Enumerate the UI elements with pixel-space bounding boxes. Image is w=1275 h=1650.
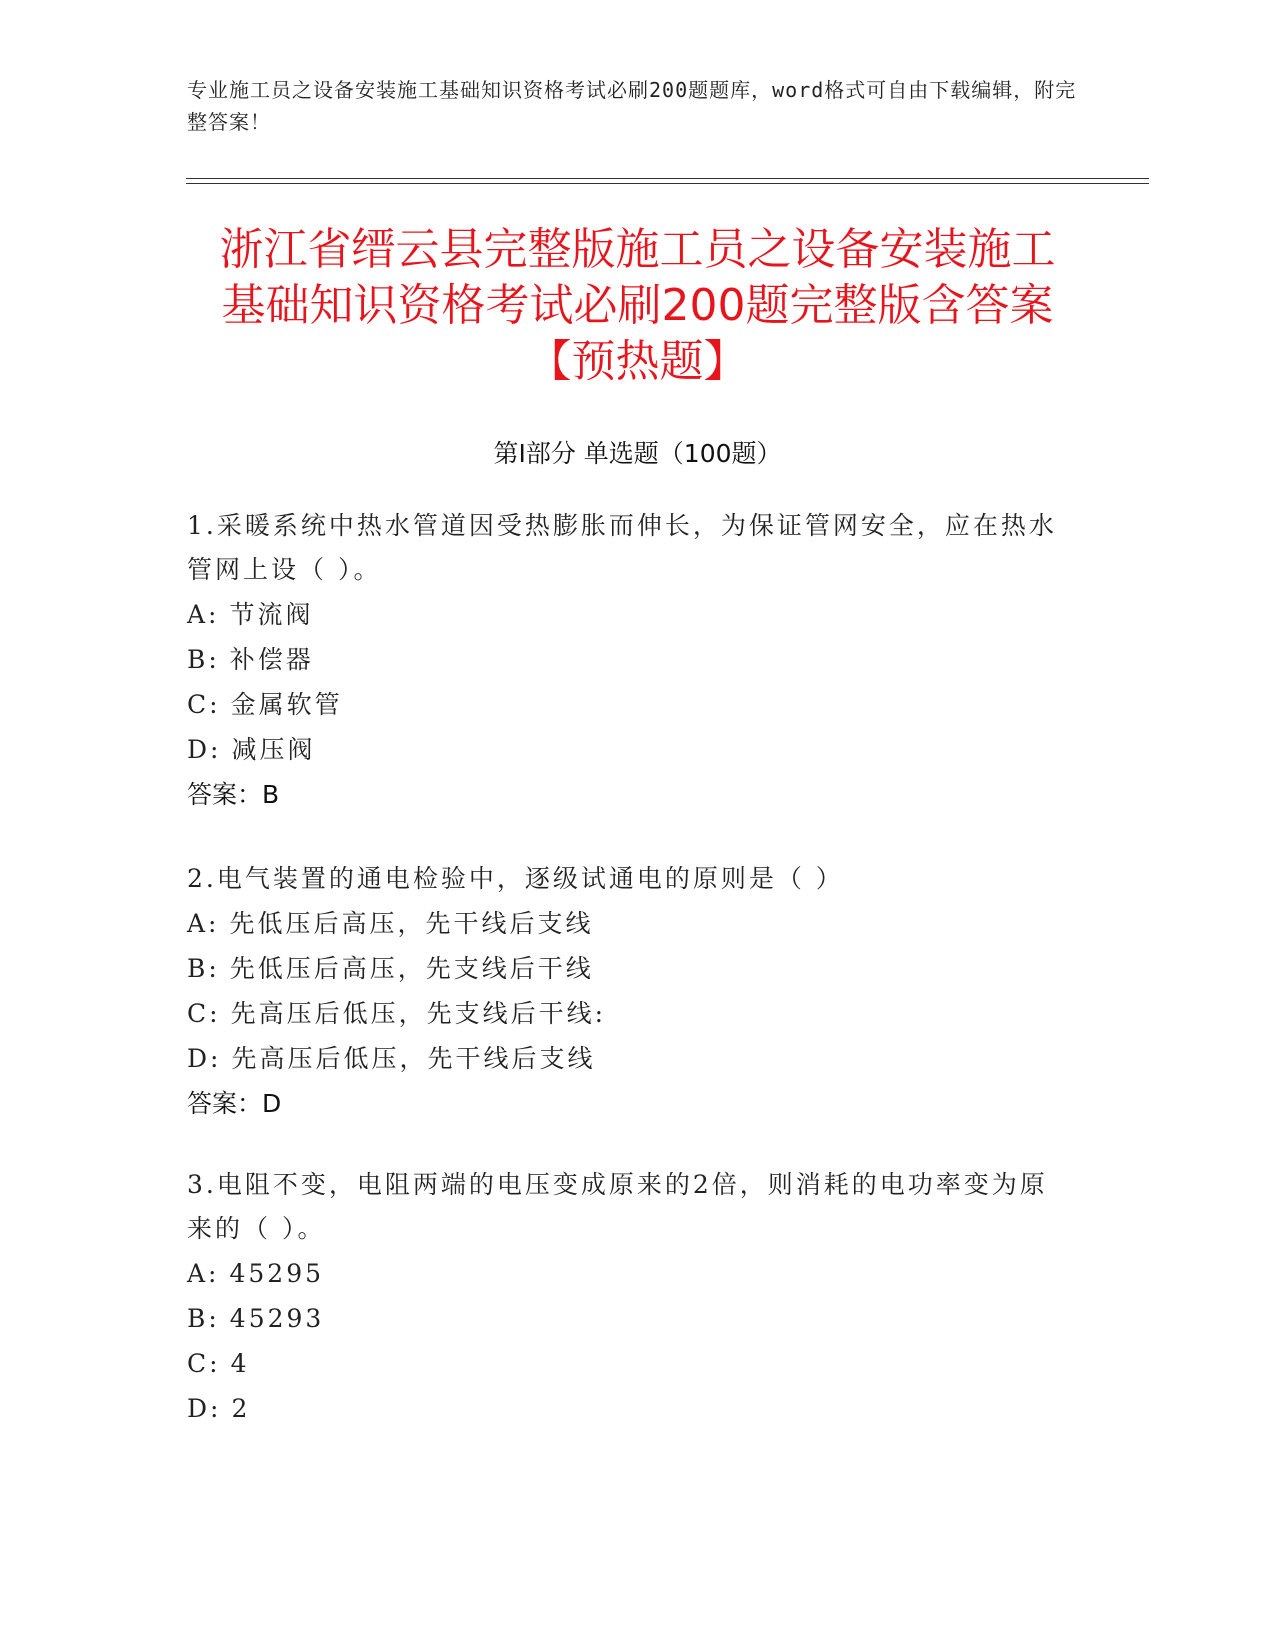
option-key: D: — [187, 735, 222, 764]
option-a — [187, 592, 1067, 637]
option-d — [187, 727, 1067, 772]
section-heading: 第Ⅰ部分 单选题（100题） — [493, 439, 782, 468]
question-stem: 1.采暖系统中热水管道因受热膨胀而伸长，为保证管网安全，应在热水管网上设（ ）。 — [187, 511, 1057, 584]
question-stem: 3.电阻不变，电阻两端的电压变成原来的2倍，则消耗的电功率变为原来的（ ）。 — [187, 1170, 1048, 1243]
option-a — [187, 1251, 1067, 1296]
answer: 答案：D — [187, 1089, 282, 1118]
option-text: 节流阀 — [229, 600, 314, 629]
option-text: 金属软管 — [230, 690, 343, 719]
option-key: D: — [187, 1044, 222, 1073]
option-key: B: — [187, 954, 220, 983]
option-b — [187, 1296, 1067, 1341]
option-text: 先高压后低压，先支线后干线: — [230, 999, 606, 1028]
option-key: A: — [187, 909, 220, 938]
option-key: B: — [187, 645, 220, 674]
title-line-2: 基础知识资格考试必刷200题完整版含答案 — [221, 280, 1054, 331]
question-1 — [187, 504, 1067, 818]
option-d — [187, 1386, 1067, 1431]
option-c — [187, 991, 1067, 1036]
option-key: C: — [187, 999, 221, 1028]
question-2 — [187, 857, 1067, 1127]
option-text: 2 — [231, 1394, 251, 1423]
option-c — [187, 682, 1067, 727]
option-key: A: — [187, 1259, 220, 1288]
option-b — [187, 637, 1067, 682]
option-c — [187, 1341, 1067, 1386]
option-text: 45293 — [229, 1304, 325, 1333]
option-text: 先低压后高压，先干线后支线 — [229, 909, 594, 938]
option-text: 45295 — [229, 1259, 325, 1288]
option-key: C: — [187, 1349, 221, 1378]
header-note: 专业施工员之设备安装施工基础知识资格考试必刷200题题库，word格式可自由下载编辑，附完整答案！ — [187, 78, 1077, 134]
option-key: D: — [187, 1394, 222, 1423]
answer: 答案：B — [187, 780, 280, 809]
title-line-1: 浙江省缙云县完整版施工员之设备安装施工 — [219, 224, 1056, 275]
question-3 — [187, 1163, 1067, 1431]
option-text: 减压阀 — [231, 735, 316, 764]
header-rule-bottom — [186, 183, 1149, 184]
option-key: B: — [187, 1304, 220, 1333]
title-line-3: 【预热题】 — [527, 336, 748, 387]
option-b — [187, 946, 1067, 991]
header-rule-top — [186, 178, 1149, 179]
option-key: A: — [187, 600, 220, 629]
option-d — [187, 1036, 1067, 1081]
option-a — [187, 901, 1067, 946]
document-title — [150, 222, 1125, 390]
option-text: 4 — [230, 1349, 250, 1378]
option-key: C: — [187, 690, 221, 719]
option-text: 补偿器 — [229, 645, 314, 674]
option-text: 先低压后高压，先支线后干线 — [229, 954, 594, 983]
option-text: 先高压后低压，先干线后支线 — [231, 1044, 596, 1073]
question-stem: 2.电气装置的通电检验中，逐级试通电的原则是（ ） — [187, 864, 844, 893]
